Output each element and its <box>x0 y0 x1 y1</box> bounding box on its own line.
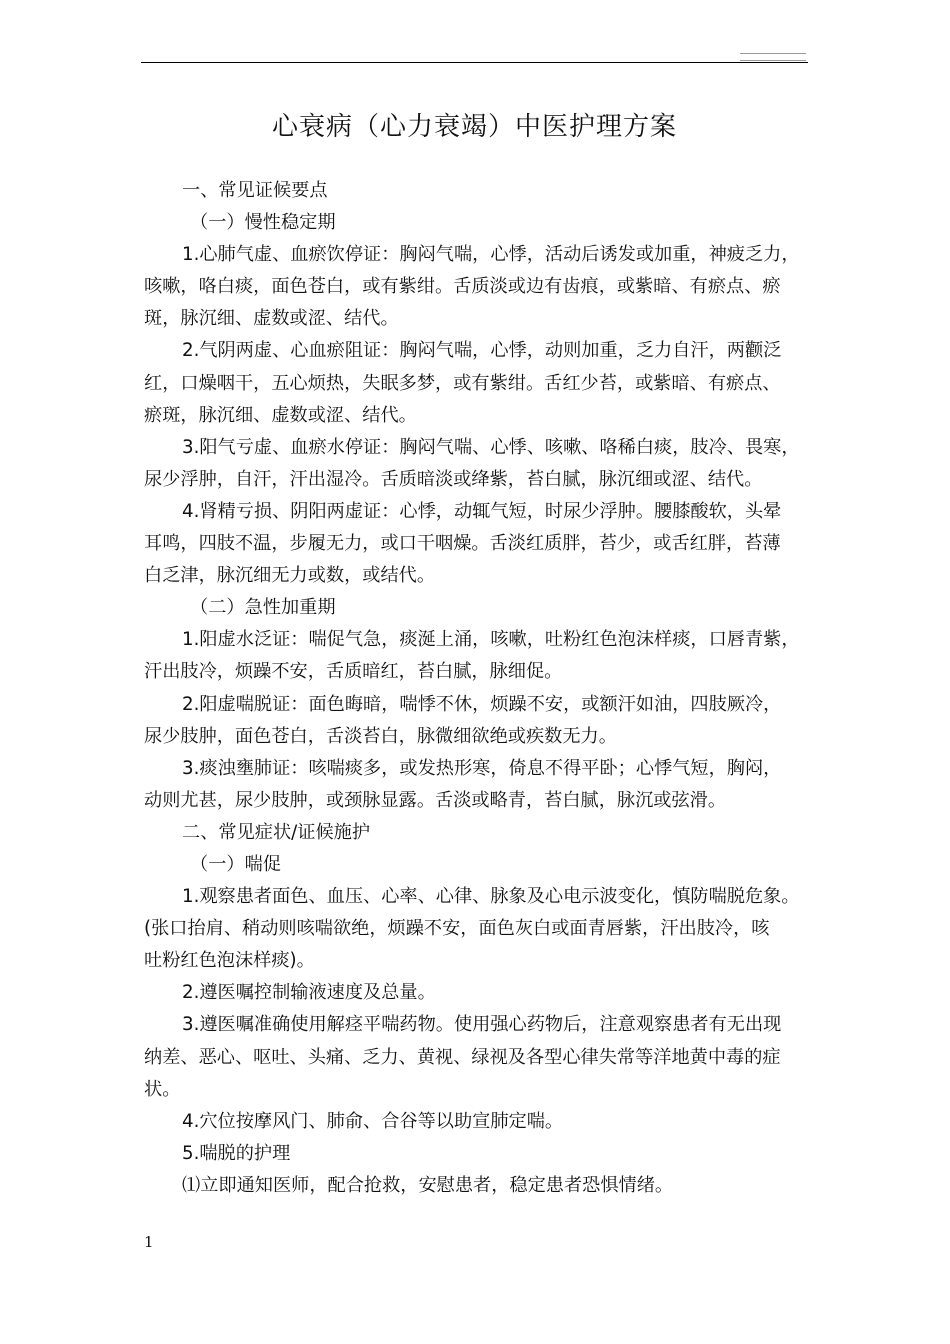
text-line: ⑴立即通知医师，配合抢救，安慰患者，稳定患者恐惧情绪。 <box>182 1174 674 1196</box>
text-line: （一）慢性稳定期 <box>190 212 336 234</box>
text-line: （二）急性加重期 <box>190 597 336 619</box>
text-line: 一、常见证候要点 <box>182 180 328 201</box>
text-line: 动则尤甚，尿少肢肿，或颈脉显露。舌淡或略青，苔白腻，脉沉或弦滑。 <box>144 789 727 811</box>
text-line: 瘀斑，脉沉细、虚数或涩、结代。 <box>144 404 417 426</box>
text-line: 4.肾精亏损、阴阳两虚证：心悸，动辄气短，时尿少浮肿。腰膝酸软，头晕 <box>182 500 782 522</box>
text-line: （一）喘促 <box>190 853 281 875</box>
text-line: 5.喘脱的护理 <box>182 1142 291 1164</box>
text-line: (张口抬肩、稍动则咳喘欲绝，烦躁不安，面色灰白或面青唇紫，汗出肢冷，咳 <box>144 918 770 940</box>
text-line: 状。 <box>144 1078 181 1100</box>
text-line: 纳差、恶心、呕吐、头痛、乏力、黄视、绿视及各型心律失常等洋地黄中毒的症 <box>144 1046 781 1068</box>
document-body <box>144 175 814 1202</box>
text-line: 3.痰浊壅肺证：咳喘痰多，或发热形寒，倚息不得平卧；心悸气短，胸闷， <box>182 757 782 779</box>
text-line: 红，口燥咽干，五心烦热，失眠多梦，或有紫绀。舌红少苔，或紫暗、有瘀点、 <box>144 372 781 394</box>
text-line: 吐粉红色泡沫样痰)。 <box>144 950 315 972</box>
header-rule <box>141 62 808 63</box>
text-line: 尿少肢肿，面色苍白，舌淡苔白，脉微细欲绝或疾数无力。 <box>144 725 617 747</box>
text-line: 2.阳虚喘脱证：面色晦暗，喘悸不休，烦躁不安，或额汗如油，四肢厥冷， <box>182 693 782 715</box>
text-line: 1.心肺气虚、血瘀饮停证：胸闷气喘，心悸，活动后诱发或加重，神疲乏力， <box>182 244 800 266</box>
page-number: 1 <box>144 1233 154 1251</box>
text-line: 二、常见症状/证候施护 <box>182 821 371 843</box>
text-line: 2.遵医嘱控制输液速度及总量。 <box>182 982 436 1004</box>
text-line: 耳鸣，四肢不温，步履无力，或口干咽燥。舌淡红质胖，苔少，或舌红胖，苔薄 <box>144 533 781 555</box>
text-line: 汗出肢冷，烦躁不安，舌质暗红，苔白腻，脉细促。 <box>144 661 563 683</box>
page-title: 心衰病（心力衰竭）中医护理方案 <box>271 112 677 142</box>
text-line: 斑，脉沉细、虚数或涩、结代。 <box>144 308 399 330</box>
text-line: 2.气阴两虚、心血瘀阻证：胸闷气喘，心悸，动则加重，乏力自汗，两颧泛 <box>182 340 782 362</box>
text-line: 3.阳气亏虚、血瘀水停证：胸闷气喘、心悸、咳嗽、咯稀白痰，肢冷、畏寒， <box>182 436 800 458</box>
header-mark <box>740 53 806 61</box>
text-line: 1.阳虚水泛证：喘促气急，痰涎上涌，咳嗽，吐粉红色泡沫样痰，口唇青紫， <box>182 629 800 651</box>
text-line: 咳嗽，咯白痰，面色苍白，或有紫绀。舌质淡或边有齿痕，或紫暗、有瘀点、瘀 <box>144 276 781 298</box>
text-line: 白乏津，脉沉细无力或数，或结代。 <box>144 565 436 587</box>
text-line: 尿少浮肿，自汗，汗出湿冷。舌质暗淡或绛紫，苔白腻，脉沉细或涩、结代。 <box>144 468 763 490</box>
text-line: 3.遵医嘱准确使用解痉平喘药物。使用强心药物后，注意观察患者有无出现 <box>182 1014 782 1036</box>
text-line: 1.观察患者面色、血压、心率、心律、脉象及心电示波变化，慎防喘脱危象。 <box>182 886 800 908</box>
text-line: 4.穴位按摩风门、肺俞、合谷等以助宣肺定喘。 <box>182 1110 564 1132</box>
